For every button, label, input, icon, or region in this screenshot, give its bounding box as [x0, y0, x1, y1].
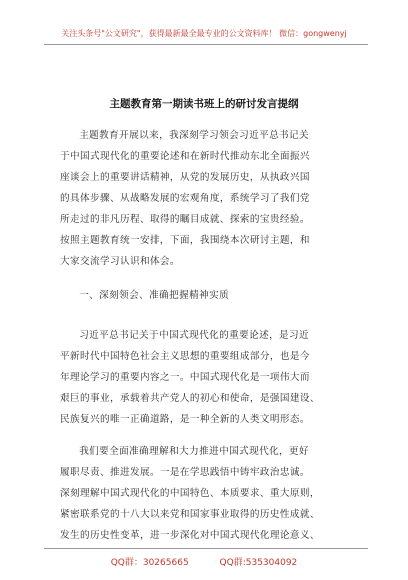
header-divider	[44, 44, 368, 45]
paragraph-line: 年理论学习的重要内容之一。中国式现代化是一项伟大而	[60, 372, 310, 383]
paragraph-line: 履职尽责、推进发展。一是在学思践悟中铸牢政治忠诚。	[60, 467, 310, 478]
footer-divider	[44, 548, 368, 549]
footer-contact	[0, 555, 408, 568]
paragraph-line: 我们要全面准确理解和大力推进中国式现代化，更好	[79, 446, 310, 457]
paragraph-line: 座谈会上的重要讲话精神，从党的发展历史，从执政兴国	[60, 172, 310, 183]
paragraph-line: 主题教育开展以来，我深刻学习领会习近平总书记关	[79, 130, 310, 141]
paragraph-line: 于中国式现代化的重要论述和在新时代推动东北全面振兴	[60, 151, 310, 162]
paragraph-2	[60, 325, 348, 430]
paragraph-line: 的具体步骤、从战略发展的宏观角度，系统学习了我们党	[60, 193, 310, 204]
paragraph-line: 习近平总书记关于中国式现代化的重要论述，是习近	[79, 330, 310, 341]
paragraph-line: 按照主题教育统一安排，下面，我围绕本次研讨主题，和	[60, 235, 310, 246]
paragraph-line: 民族复兴的唯一正确道路，是一种全新的人类文明形态。	[60, 414, 310, 425]
paragraph-intro	[60, 125, 348, 272]
section-heading-1: 一、深刻领会、准确把握精神实质	[79, 290, 230, 301]
paragraph-line: 深刻理解中国式现代化的中国特色、本质要求、重大原则，	[60, 488, 320, 499]
document-title: 主题教育第一期读书班上的研讨发言提纲	[109, 98, 299, 110]
paragraph-line: 平新时代中国特色社会主义思想的重要组成部分，也是今	[60, 351, 310, 362]
paragraph-line: 发生的历史性变革，进一步深化对中国式现代化理论意义、	[60, 530, 320, 541]
footer-qq-group-2: QQ群:535304092	[219, 558, 298, 568]
paragraph-line: 紧密联系党的十八大以来党和国家事业取得的历史性成就、	[60, 509, 320, 520]
paragraph-3	[60, 441, 348, 546]
header-promo-note: 关注头条号"公文研究"，获得最新最全最专业的公文资料库！ 微信：gongwenyj	[61, 29, 347, 38]
paragraph-line: 大家交流学习认识和体会。	[60, 256, 180, 267]
footer-qq-group-1: QQ群：30265665	[110, 558, 189, 568]
paragraph-line: 所走过的非凡历程、取得的瞩目成就、探索的宝贵经验。	[60, 214, 310, 225]
paragraph-line: 艰巨的事业，承载着共产党人的初心和使命，是强国建设、	[60, 393, 320, 404]
